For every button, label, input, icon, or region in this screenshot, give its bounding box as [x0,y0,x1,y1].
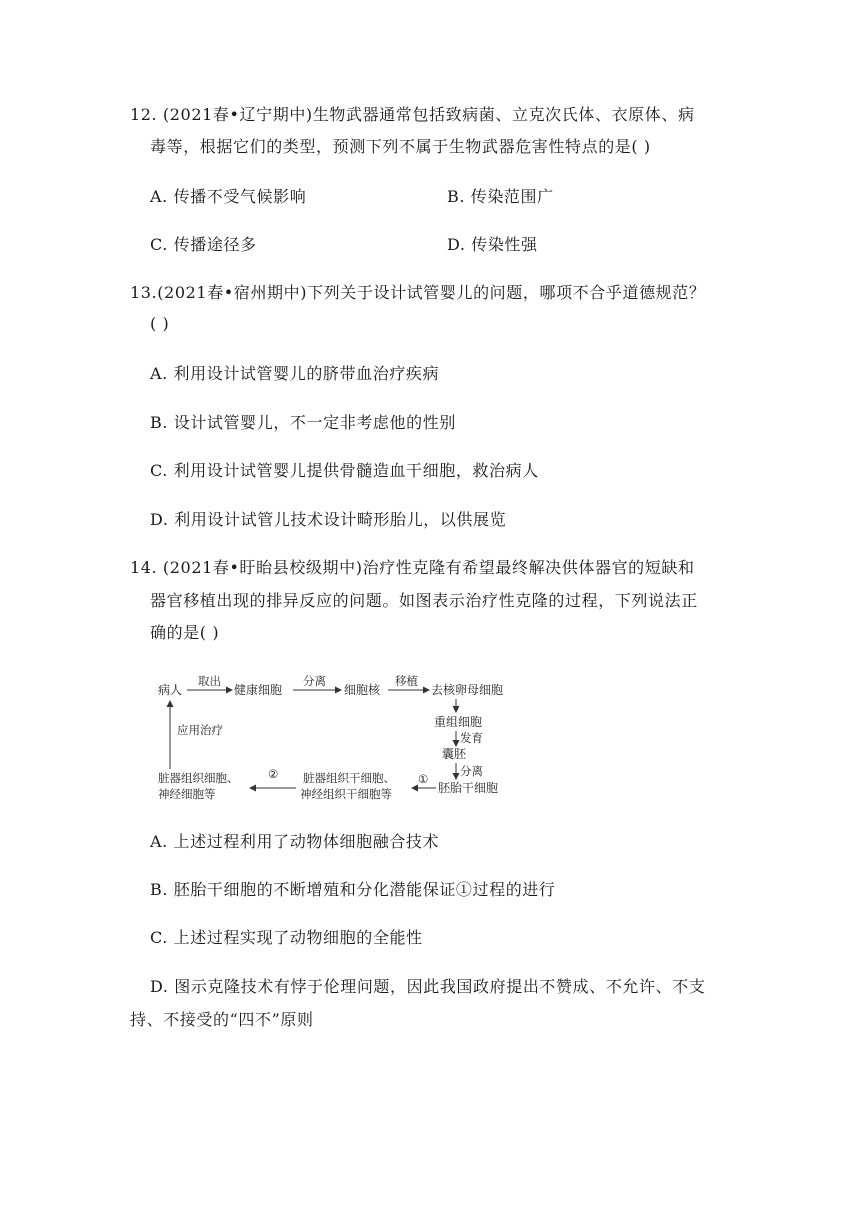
node-organ-stem-line2: 神经组织干细胞等 [300,787,392,801]
q14-option-d-line2: 持、不接受的“四不”原则 [130,1010,314,1029]
q12-option-b: B. 传染范围广 [447,187,554,206]
node-organ-stem-line1: 脏器组织干细胞、 [303,771,395,785]
label-separate-2: 分离 [460,764,483,778]
label-separate: 分离 [303,674,326,688]
q13-option-d: D. 利用设计试管儿技术设计畸形胎儿，以供展览 [150,510,507,529]
label-step-1: ① [418,772,429,786]
q12-option-d: D. 传染性强 [447,235,538,254]
label-apply-treatment: 应用治疗 [177,723,223,737]
q14-option-c: C. 上述过程实现了动物细胞的全能性 [150,928,423,947]
node-nucleus: 细胞核 [344,683,381,697]
q14-stem-line3: 确的是( ) [150,623,220,642]
q13-option-c: C. 利用设计试管婴儿提供骨髓造血干细胞，救治病人 [150,461,539,480]
node-blastocyst: 囊胚 [442,747,467,761]
q14-option-b: B. 胚胎干细胞的不断增殖和分化潜能保证①过程的进行 [150,880,556,899]
q14-stem-line1: 14. (2021春•盱眙县校级期中)治疗性克隆有希望最终解决供体器官的短缺和 [130,558,695,577]
label-transplant: 移植 [395,674,418,688]
q13-option-b: B. 设计试管婴儿，不一定非考虑他的性别 [150,413,456,432]
q12-option-c: C. 传播途径多 [150,235,257,254]
q13-stem-line2: ( ) [150,314,170,333]
q13-stem-line1: 13.(2021春•宿州期中)下列关于设计试管婴儿的问题，哪项不合乎道德规范？ [130,283,706,302]
node-organ-cell-line2: 神经细胞等 [158,787,216,801]
q14-option-d-line1: D. 图示克隆技术有悖于伦理问题，因此我国政府提出不赞成、不允许、不支 [150,977,706,996]
node-healthy-cell: 健康细胞 [234,683,283,697]
node-organ-cell-line1: 脏器组织细胞、 [158,771,239,785]
q12-stem-line2: 毒等，根据它们的类型，预测下列不属于生物武器危害性特点的是( ) [150,137,651,156]
node-enucleated-egg: 去核卵母细胞 [431,683,504,697]
label-develop: 发育 [460,731,483,745]
node-patient: 病人 [158,683,183,697]
q13-option-a: A. 利用设计试管婴儿的脐带血治疗疾病 [150,364,440,383]
therapeutic-cloning-diagram [150,670,520,808]
q14-stem-line2: 器官移植出现的排异反应的问题。如图表示治疗性克隆的过程，下列说法正 [150,591,698,610]
node-embryonic-stem-cell: 胚胎干细胞 [438,781,499,795]
q14-option-a: A. 上述过程利用了动物体细胞融合技术 [150,832,440,851]
label-take-out: 取出 [198,674,221,688]
node-recombinant-cell: 重组细胞 [434,715,483,729]
q12-stem-line1: 12. (2021春•辽宁期中)生物武器通常包括致病菌、立克次氏体、衣原体、病 [130,105,695,124]
q12-option-a: A. 传播不受气候影响 [150,187,307,206]
label-step-2: ② [268,767,279,781]
